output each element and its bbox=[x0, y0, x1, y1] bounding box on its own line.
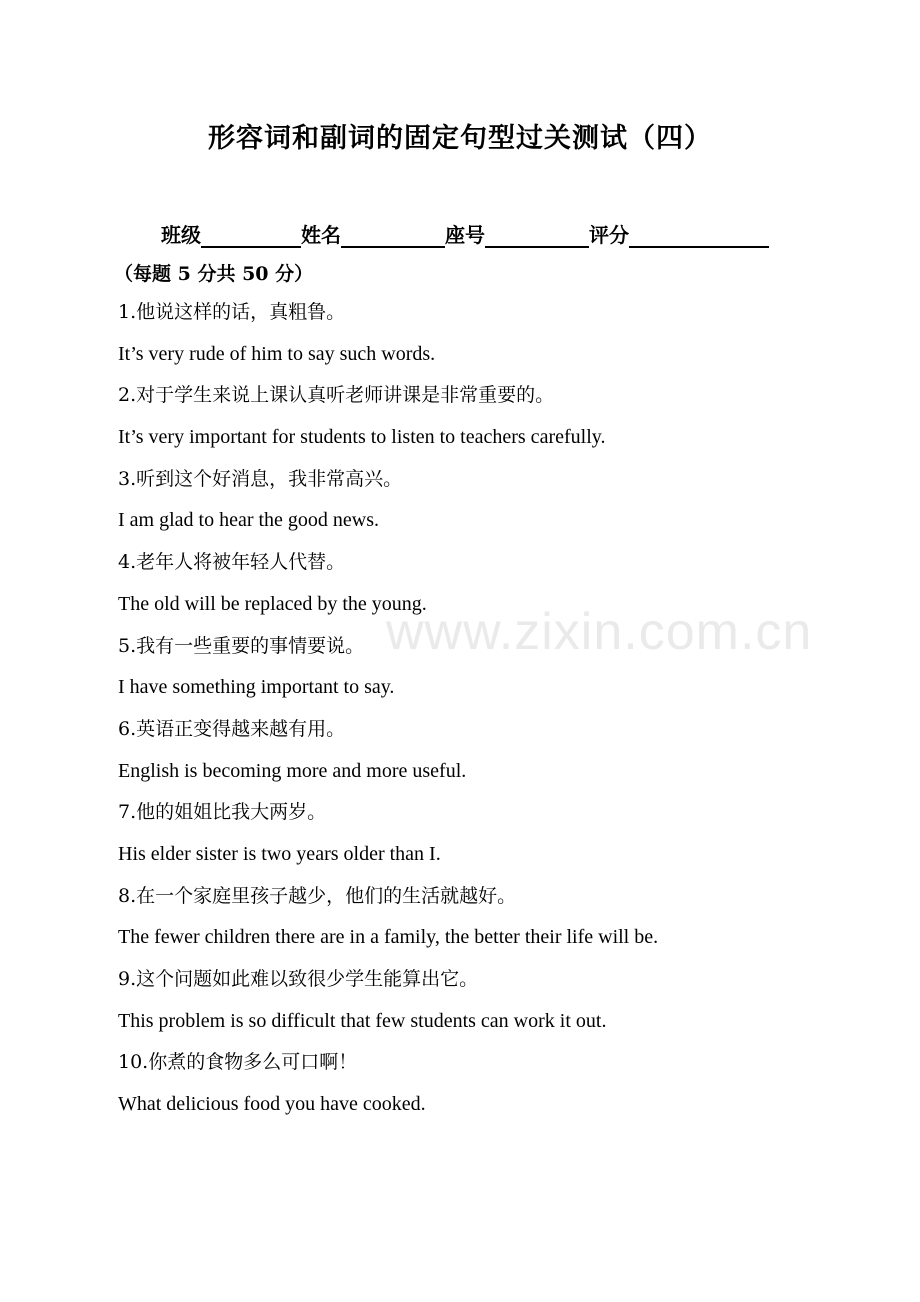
name-blank bbox=[341, 222, 445, 248]
question-5-chinese: 5.我有一些重要的事情要说。 bbox=[118, 634, 365, 657]
question-6-english: English is becoming more and more useful. bbox=[118, 759, 467, 782]
score-blank bbox=[629, 222, 769, 248]
question-6-chinese: 6.英语正变得越来越有用。 bbox=[118, 717, 346, 740]
question-10-english: What delicious food you have cooked. bbox=[118, 1093, 426, 1116]
question-3-chinese: 3.听到这个好消息，我非常高兴。 bbox=[118, 467, 403, 490]
student-info-row bbox=[161, 218, 769, 248]
question-4-chinese: 4.老年人将被年轻人代替。 bbox=[118, 551, 346, 574]
question-9-english: This problem is so difficult that few students can work it out. bbox=[118, 1009, 607, 1032]
class-blank bbox=[201, 222, 301, 248]
question-3-english: I am glad to hear the good news. bbox=[118, 509, 380, 532]
question-8-chinese: 8.在一个家庭里孩子越少，他们的生活就越好。 bbox=[118, 884, 517, 907]
question-8-english: The fewer children there are in a family, the better their life will be. bbox=[118, 926, 659, 949]
page-title: 形容词和副词的固定句型过关测试（四） bbox=[208, 123, 712, 154]
score-label: 评分 bbox=[589, 223, 629, 247]
question-9-chinese: 9.这个问题如此难以致很少学生能算出它。 bbox=[118, 968, 479, 990]
question-2-chinese: 2.对于学生来说上课认真听老师讲课是非常重要的。 bbox=[118, 384, 555, 407]
question-7-chinese: 7.他的姐姐比我大两岁。 bbox=[118, 801, 327, 824]
name-label: 姓名 bbox=[301, 223, 341, 247]
seat-label: 座号 bbox=[445, 223, 485, 247]
scoring-note: （每题 5 分共 50 分） bbox=[114, 263, 314, 285]
question-list bbox=[118, 298, 838, 1132]
seat-blank bbox=[485, 222, 589, 248]
question-1-english: It’s very rude of him to say such words. bbox=[118, 342, 436, 365]
question-4-english: The old will be replaced by the young. bbox=[118, 592, 427, 615]
question-2-english: It’s very important for students to listen to teachers carefully. bbox=[118, 426, 606, 449]
question-7-english: His elder sister is two years older than I. bbox=[118, 842, 441, 865]
question-10-chinese: 10.你煮的食物多么可口啊！ bbox=[118, 1051, 358, 1074]
class-label: 班级 bbox=[161, 223, 201, 247]
question-1-chinese: 1.他说这样的话，真粗鲁。 bbox=[118, 301, 346, 323]
watermark: www.zixin.com.cn bbox=[386, 603, 813, 661]
question-5-english: I have something important to say. bbox=[118, 676, 395, 699]
